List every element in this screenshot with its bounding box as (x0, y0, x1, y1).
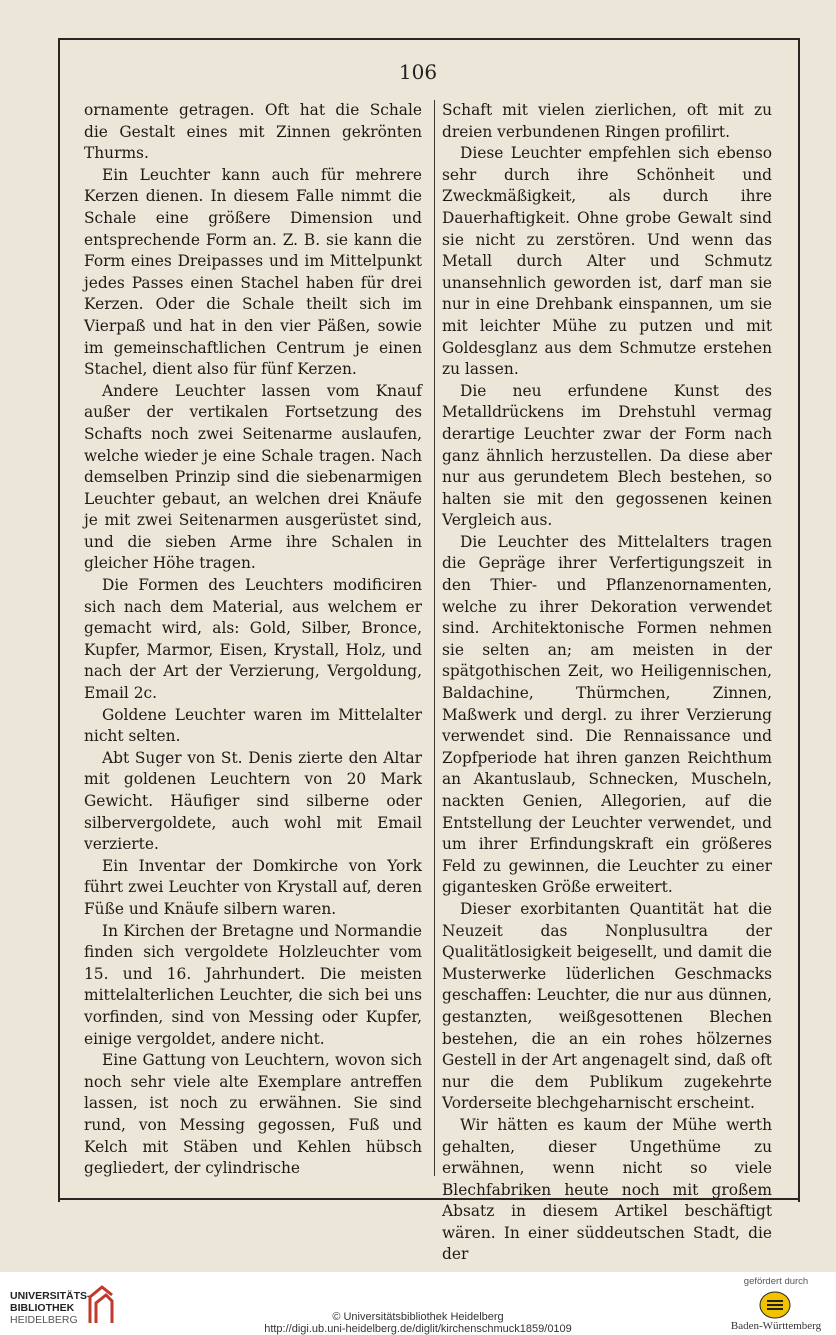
library-logo-line-2: BIBLIOTHEK (10, 1302, 75, 1314)
right-paragraph-6: Wir hätten es kaum der Mühe werth gehalten, dieser Ungethüme zu erwähnen, wenn nicht so viele Blechfabriken heute noch mit großem Absatz in diesem Artikel beschäftigt wären. In einer süddeutschen Stadt, die der (442, 1115, 772, 1264)
right-paragraph-4: Die Leuchter des Mittelalters tragen die Gepräge ihrer Verfertigungszeit in den Thier- und Pflanzenornamenten, welche zu ihrer Dekoration verwendet sind. Architektonische Formen nehmen sie selten an; am meisten in der spätgothischen Zeit, wo Heiligennischen, Baldachine, Thürmchen, Zinnen, Maßwerk und dergl. zu ihrer Verzierung verwendet sind. Die Rennaissance und Zopfperiode hat ihren ganzen Reichthum an Akantuslaub, Schnecken, Muscheln, nackten Genien, Allegorien, auf die Entstellung der Leuchter verwendet, und um ihrer Erfindungskraft ein größeres Feld zu gewinnen, die Leuchter zu einer gigantesken Größe erweitert. (442, 532, 772, 897)
sponsor-name: Baden-Württemberg (730, 1320, 822, 1332)
library-logo-line-1: UNIVERSITÄTS- (10, 1290, 91, 1302)
footer-credits (200, 1311, 636, 1335)
page-number: 106 (398, 60, 438, 84)
right-paragraph-1: Schaft mit vielen zierlichen, oft mit zu dreien verbundenen Ringen profilirt. (442, 101, 772, 141)
right-paragraph-5: Dieser exorbitanten Quantität hat die Neuzeit das Nonplusultra der Qualitätlosigkeit beigesellt, und damit die Musterwerke lüderlichen Geschmacks geschaffen: Leuchter, die nur aus dünnen, gestanzten, weißgesottenen Blechen bestehen, die an ein rohes hölzernes Gestell in der Art angenagelt sind, daß oft nur die dem Publikum zugekehrte Vorderseite blechgeharnischt erscheint. (442, 899, 772, 1113)
sponsor-label: gefördert durch (743, 1276, 809, 1287)
copyright-notice: © Universitätsbibliothek Heidelberg (332, 1311, 504, 1323)
state-seal-icon (758, 1290, 792, 1320)
left-paragraph-4: Die Formen des Leuchters modificiren sich nach dem Material, aus welchem er gemacht wird, als: Gold, Silber, Bronce, Kupfer, Marmor, Eisen, Krystall, Holz, und nach der Art der Verzierung, Vergoldung, Email 2c. (84, 576, 422, 703)
right-column (442, 100, 772, 1266)
permalink[interactable]: http://digi.ub.uni-heidelberg.de/diglit/kirchenschmuck1859/0109 (264, 1323, 572, 1335)
left-paragraph-7: Ein Inventar der Domkirche von York führt zwei Leuchter von Krystall auf, deren Füße und Knäufe silbern waren. (84, 856, 422, 918)
column-divider (434, 100, 435, 1176)
library-emblem-icon (86, 1283, 116, 1327)
right-paragraph-2: Diese Leuchter empfehlen sich ebenso sehr durch ihre Schönheit und Zweckmäßigkeit, als durch ihre Dauerhaftigkeit. Ohne grobe Gewalt sind sie nicht zu zerstören. Und wenn das Metall durch Alter und Schmutz unansehnlich geworden ist, darf man sie nur in eine Drehbank einspannen, um sie mit leichter Mühe zu putzen und mit Goldesglanz aus dem Schmutze erstehen zu lassen. (442, 144, 772, 379)
left-paragraph-3: Andere Leuchter lassen vom Knauf außer der vertikalen Fortsetzung des Schafts noch zwei Seitenarme auslaufen, welche wieder je eine Schale tragen. Nach demselben Prinzip sind die siebenarmigen Leuchter gebaut, an welchen drei Knäufe je mit zwei Seitenarmen ausgerüstet sind, und die sieben Arme ihre Schalen in gleicher Höhe tragen. (84, 381, 422, 573)
right-paragraph-3: Die neu erfundene Kunst des Metalldrückens im Drehstuhl vermag derartige Leuchter zwar der Form nach ganz ähnlich herzustellen. Da diese aber nur aus gerundetem Blech bestehen, so halten sie mit den gegossenen keinen Vergleich aus. (442, 381, 772, 530)
library-logo-line-3: HEIDELBERG (10, 1314, 78, 1326)
left-paragraph-8: In Kirchen der Bretagne und Normandie finden sich vergoldete Holzleuchter vom 15. und 16. Jahrhundert. Die meisten mittelalterlichen Leuchter, die sich bei uns vorfinden, sind von Messing oder Kupfer, einige vergoldet, andere nicht. (84, 921, 422, 1048)
left-paragraph-1: ornamente getragen. Oft hat die Schale die Gestalt eines mit Zinnen gekrönten Thurms. (84, 101, 422, 163)
left-column (84, 100, 422, 1180)
left-paragraph-9: Eine Gattung von Leuchtern, wovon sich noch sehr viele alte Exemplare antreffen lassen, ist noch zu erwähnen. Sie sind rund, von Messing gegossen, Fuß und Kelch mit Stäben und Kehlen hübsch gegliedert, der cylindrische (84, 1051, 422, 1178)
left-paragraph-6: Abt Suger von St. Denis zierte den Altar mit goldenen Leuchtern von 20 Mark Gewicht. Häufiger sind silberne oder silbervergoldete, auch wohl mit Email verzierte. (84, 748, 422, 854)
left-paragraph-2: Ein Leuchter kann auch für mehrere Kerzen dienen. In diesem Falle nimmt die Schale eine größere Dimension und entsprechende Form an. Z. B. sie kann die Form eines Dreipasses und im Mittelpunkt jedes Passes einen Stachel haben für drei Kerzen. Oder die Schale theilt sich im Vierpaß und hat in den vier Päßen, sowie im gemeinschaftlichen Centrum je einen Stachel, dient also für fünf Kerzen. (84, 165, 422, 379)
left-paragraph-5: Goldene Leuchter waren im Mittelalter nicht selten. (84, 705, 422, 746)
